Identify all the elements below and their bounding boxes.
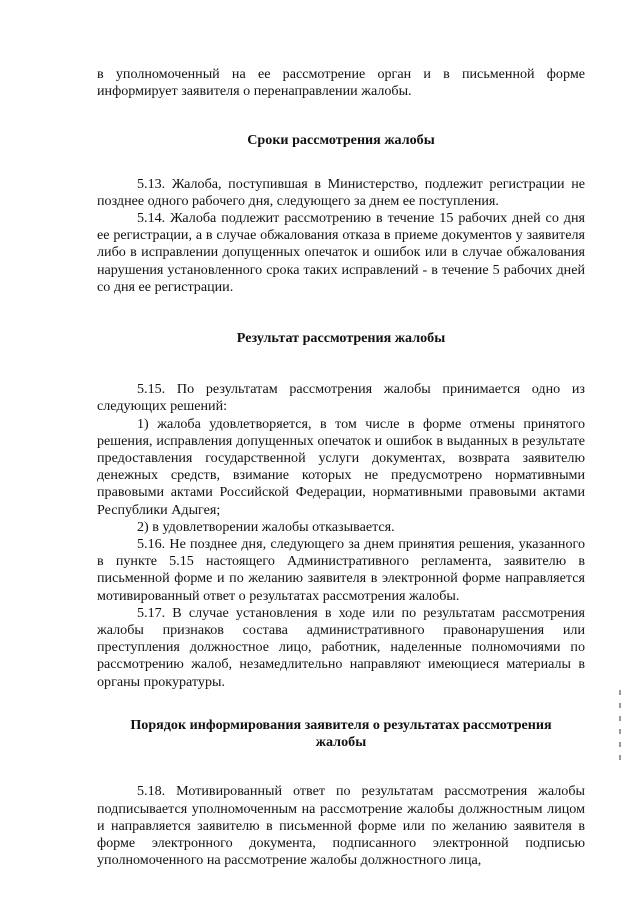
paragraph-5-18: 5.18. Мотивированный ответ по результатам рассмотрения жалобы подписывается уполномоченным на рассмотрение жалобы должностным лицом и направляется заявителю в письменной форме или по желанию заявителя в форме электронного документа, подписанного электронной подписью уполномоченного на рассмотрение жалобы должностного лица, xyxy=(97,783,585,869)
section-heading-informing-applicant xyxy=(97,717,585,751)
section-heading-line-2: жалобы xyxy=(315,734,367,751)
section-heading-line-1: Порядок информирования заявителя о результатах рассмотрения xyxy=(130,716,552,733)
document-page xyxy=(97,66,585,869)
paragraph-5-17: 5.17. В случае установления в ходе или по результатам рассмотрения жалобы признаков состава административного правонарушения или преступления должностное лицо, работник, наделенные полномочиями по рассмотрению жалоб, незамедлительно направляют имеющиеся материалы в органы прокуратуры. xyxy=(97,604,585,690)
section-heading-review-result: Результат рассмотрения жалобы xyxy=(236,330,446,347)
paragraph-5-16: 5.16. Не позднее дня, следующего за днем принятия решения, указанного в пункте 5.15 настоящего Административного регламента, заявителю в письменной форме и по желанию заявителя в электронной форме направляется мотивированный ответ о результатах рассмотрения жалобы. xyxy=(97,536,585,604)
paragraph-5-15-item-1: 1) жалоба удовлетворяется, в том числе в форме отмены принятого решения, исправления допущенных опечаток и ошибок в выданных в результате предоставления государственной услуги документах, возврата заявителю денежных средств, взимание которых не предусмотрено нормативными правовыми актами Российской Федерации, нормативными правовыми актами Республики Адыгея; xyxy=(97,415,585,518)
section-heading-review-terms: Сроки рассмотрения жалобы xyxy=(247,132,435,149)
paragraph-5-13: 5.13. Жалоба, поступившая в Министерство, подлежит регистрации не позднее одного рабочего дня, следующего за днем ее поступления. xyxy=(97,175,585,209)
paragraph-5-15: 5.15. По результатам рассмотрения жалобы принимается одно из следующих решений: xyxy=(97,381,585,415)
paragraph-5-15-item-2: 2) в удовлетворении жалобы отказывается. xyxy=(137,518,395,535)
paragraph-5-14: 5.14. Жалоба подлежит рассмотрению в течение 15 рабочих дней со дня ее регистрации, а в случае обжалования отказа в приеме документов у заявителя либо в исправлении допущенных опечаток и ошибок или в случае обжалования нарушения установленного срока таких исправлений - в течение 5 рабочих дней со дня ее регистрации. xyxy=(97,210,585,295)
paragraph-continuation: в уполномоченный на ее рассмотрение орган и в письменной форме информирует заявителя о перенаправлении жалобы. xyxy=(97,66,585,100)
margin-stamp-marks xyxy=(619,690,622,760)
